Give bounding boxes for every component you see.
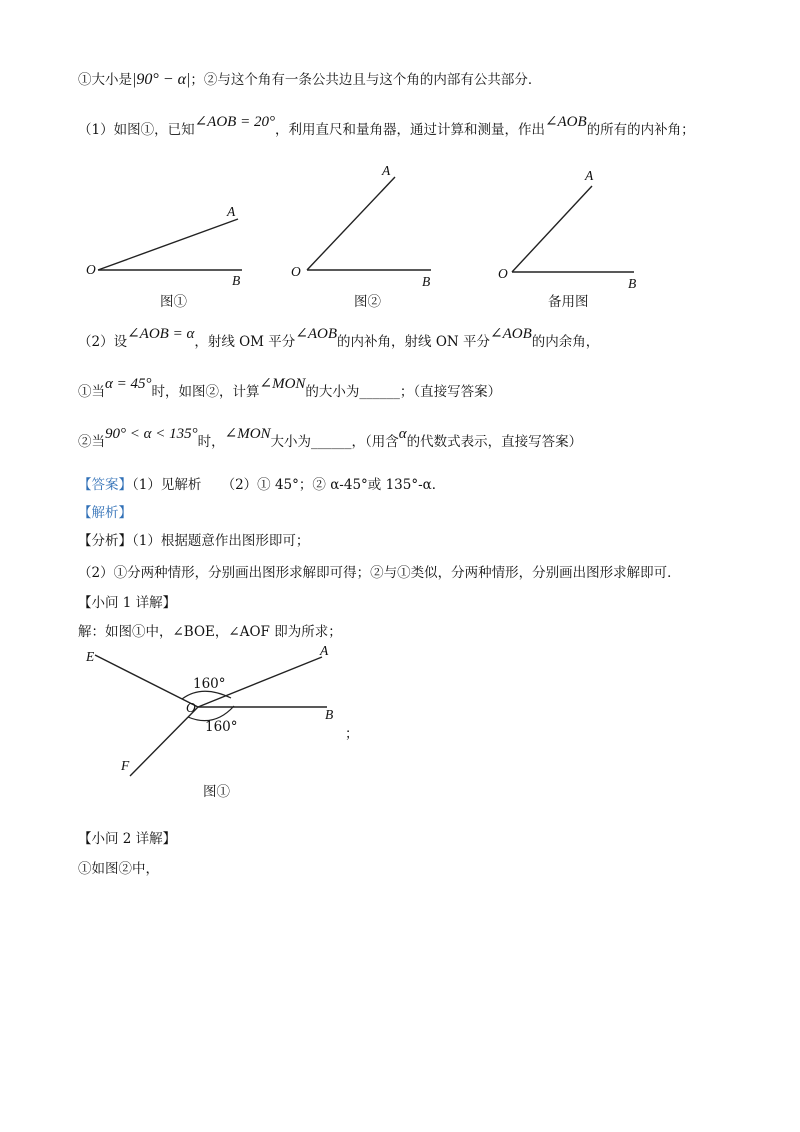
fig4-label-o: O (186, 700, 196, 715)
q1-post: 的所有的内补角； (586, 122, 695, 138)
fig3-label-o: O (498, 266, 508, 281)
alpha-45: α = 45° (105, 376, 152, 392)
fig2-caption: 图② (354, 294, 381, 310)
fig4-semicolon: ； (345, 726, 359, 742)
text-line-5 (78, 426, 583, 451)
q2-detail-tag: 【小问 2 详解】 (78, 831, 177, 847)
abs-expression: |90° − α| (132, 71, 191, 88)
q2-prefix: （2）设 (78, 334, 128, 350)
line1-text: ；②与这个角有一条公共边且与这个角的内部有公共部分． (190, 72, 542, 88)
fenxi-text: （1）根据题意作出图形即可； (132, 533, 310, 549)
fig2-label-a: A (382, 163, 391, 178)
fenxi-line (78, 529, 309, 549)
fig2-label-o: O (291, 264, 301, 279)
q2b-mid2: 大小为______，（用含 (270, 434, 399, 450)
alpha-range: 90° < α < 135° (105, 426, 198, 442)
figure-3-diagram (512, 186, 634, 272)
answer-line (78, 473, 445, 493)
text-line-4 (78, 376, 502, 401)
angle-aob: ∠AOB (544, 114, 587, 130)
line1-prefix: ①大小是 (78, 72, 132, 88)
fig3-label-b: B (628, 276, 637, 291)
fig4-caption: 图① (203, 784, 230, 800)
fig4-label-b: B (325, 707, 334, 722)
angle-aob-20: ∠AOB = 20° (194, 114, 275, 130)
q2a-mid: 时，如图②，计算 (151, 384, 260, 400)
fig4-label-f: F (121, 758, 130, 773)
fig3-label-a: A (585, 168, 594, 183)
q2b-prefix: ②当 (78, 434, 105, 450)
q1-detail-tag: 【小问 1 详解】 (78, 595, 177, 611)
angle-mon-2: ∠MON (224, 426, 271, 442)
fenxi-tag: 【分析】 (78, 533, 132, 549)
fig4-angle-label-2: 160° (205, 719, 238, 735)
q2a-prefix: ①当 (78, 384, 105, 400)
fig2-label-b: B (422, 274, 431, 289)
fig1-label-a: A (227, 204, 236, 219)
fenxi-line-2: （2）①分两种情形，分别画出图形求解即可得；②与①类似，分两种情形，分别画出图形求解即可． (78, 565, 681, 581)
answer-text: （1）见解析 （2）① 45°；② α-45°或 135°-α． (132, 477, 446, 493)
analysis-tag: 【解析】 (78, 505, 132, 521)
fig1-label-b: B (232, 273, 241, 288)
q2-post: 的内余角， (531, 334, 600, 350)
angle-aob-3: ∠AOB (490, 326, 532, 342)
answer-tag: 【答案】 (78, 477, 132, 493)
q2-mid2: 的内补角，射线 ON 平分 (337, 334, 491, 350)
q1-mid: ，利用直尺和量角器，通过计算和测量，作出 (274, 122, 545, 138)
q2b-post: 的代数式表示，直接写答案） (406, 434, 583, 450)
q2-detail-text: ①如图②中， (78, 861, 159, 877)
text-line-3 (78, 326, 600, 351)
figures-row (0, 150, 800, 310)
fig1-label-o: O (86, 262, 96, 277)
fig1-caption: 图① (160, 294, 187, 310)
fig4-label-e: E (86, 649, 95, 664)
angle-aob-2: ∠AOB (295, 326, 338, 342)
angle-mon: ∠MON (259, 376, 306, 392)
figure-1-diagram (98, 219, 242, 270)
text-line-1 (78, 68, 541, 89)
q2b-mid: 时， (197, 434, 225, 450)
fig3-caption: 备用图 (548, 294, 589, 310)
fig4-label-a: A (320, 643, 329, 658)
figure-2-diagram (307, 177, 431, 270)
alpha-symbol: α (398, 426, 407, 442)
fig4-angle-label-1: 160° (193, 676, 226, 692)
text-line-2 (78, 114, 695, 139)
angle-aob-alpha: ∠AOB = α (127, 326, 195, 342)
figure-4-diagram (0, 640, 800, 790)
q2a-post: 的大小为______；（直接写答案） (305, 384, 502, 400)
q1-detail-text: 解：如图①中，∠BOE，∠AOF 即为所求； (78, 624, 342, 640)
q1-prefix: （1）如图①，已知 (78, 122, 195, 138)
q2-mid1: ，射线 OM 平分 (194, 334, 296, 350)
